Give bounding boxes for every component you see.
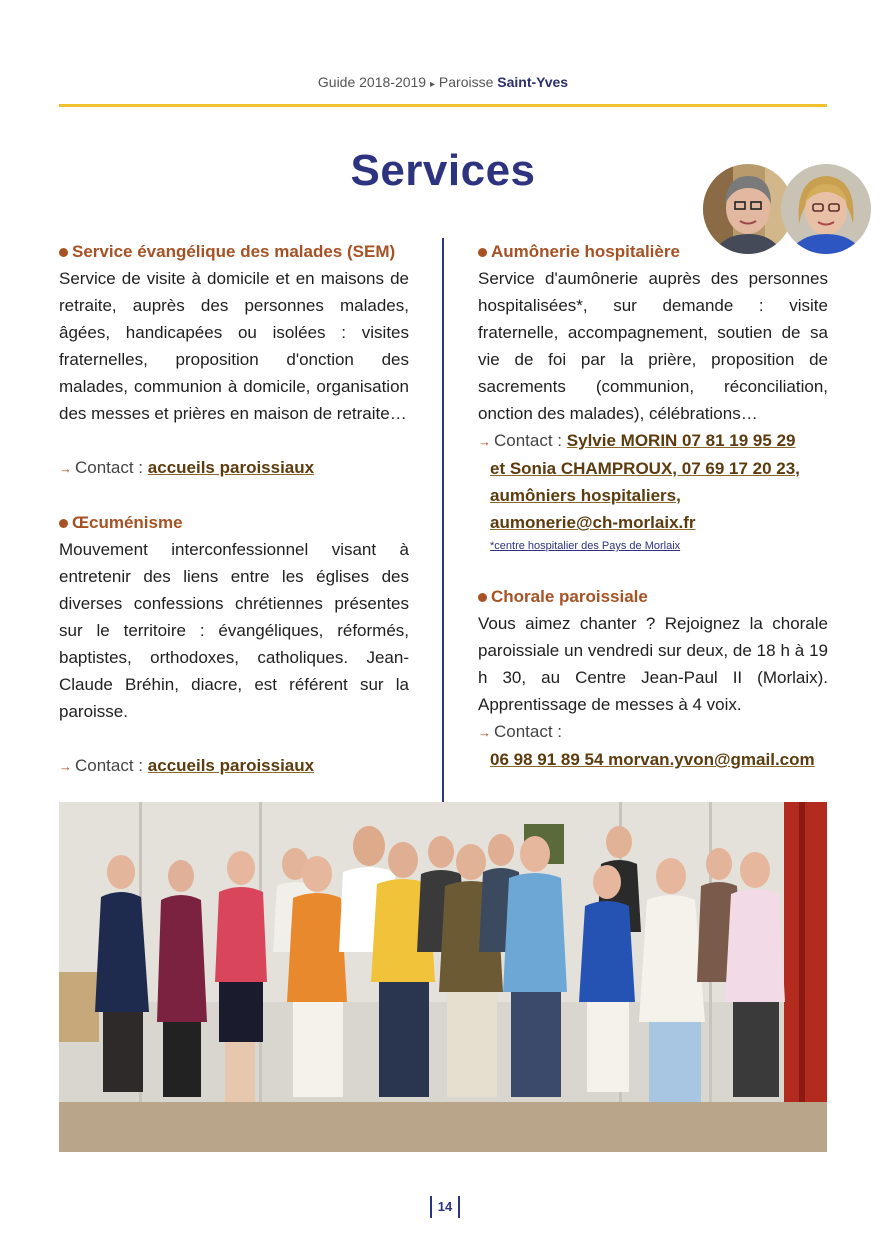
- oecumenisme-heading: [59, 509, 409, 536]
- aumonerie-title: Aumônerie hospitalière: [491, 242, 680, 261]
- chorale-contact-label: Contact :: [494, 722, 563, 741]
- group-photo: [59, 802, 827, 1152]
- chorale-body: Vous aimez chanter ? Rejoignez la chorale paroissiale un vendredi sur deux, de 18 h à 19 h 30, au Centre Jean-Paul II (Morlaix). Apprentissage de messes à 4 voix.: [478, 614, 828, 714]
- sem-contact-label: Contact :: [75, 458, 144, 477]
- sem-heading: [59, 238, 409, 265]
- running-header: [0, 74, 886, 90]
- page-number: 14: [430, 1196, 460, 1218]
- chorale-contact-link[interactable]: 06 98 91 89 54 morvan.yvon@gmail.com: [490, 750, 815, 769]
- header-rule: [59, 104, 827, 107]
- sem-contact: [59, 454, 409, 482]
- guide-label: Guide 2018-2019: [317, 74, 427, 90]
- arrow-right-icon: →: [478, 725, 491, 740]
- oecumenisme-body: Mouvement interconfessionnel visant à entretenir des liens entre les églises des diverses confessions chrétiennes présentes sur le territoire : évangéliques, réformés, baptistes, orthodoxes, catholiques. Jean-Claude Bréhin, diacre, est référent sur la paroisse.: [59, 540, 409, 721]
- aumonerie-contact: [478, 427, 828, 455]
- oecumenisme-contact: [59, 752, 409, 780]
- right-column: [478, 238, 828, 773]
- aumonerie-body: Service d'aumônerie auprès des personnes hospitalisées*, sur demande : visite fraternelle, accompagnement, soutien de sa vie de foi par la prière, proposition de sacrements (communion, réconciliation, onction des malades), célébrations…: [478, 269, 828, 423]
- bullet-dot-icon: [59, 248, 68, 257]
- parish-name: Saint-Yves: [497, 74, 569, 90]
- chorale-contact: [478, 718, 828, 746]
- aumonerie-contact-line1[interactable]: Sylvie MORIN 07 81 19 95 29: [566, 431, 796, 450]
- oecumenisme-contact-label: Contact :: [75, 756, 144, 775]
- sem-body: Service de visite à domicile et en maisons de retraite, auprès des personnes malades, âgées, handicapées ou isolées : visites fraternelles, proposition d'onction des malades, communion à domicile, organisation des messes et prières en maison de retraite…: [59, 269, 409, 423]
- page-title: Services: [350, 146, 536, 195]
- chorale-heading: [478, 583, 828, 610]
- column-divider: [442, 238, 444, 802]
- aumonerie-email-link[interactable]: aumonerie@ch-morlaix.fr: [490, 513, 696, 532]
- parish-prefix: Paroisse: [438, 74, 494, 90]
- bullet-dot-icon: [478, 593, 487, 602]
- aumonerie-heading: [478, 238, 828, 265]
- aumonerie-footnote: *centre hospitalier des Pays de Morlaix: [490, 540, 681, 552]
- arrow-right-icon: →: [59, 461, 72, 476]
- oecumenisme-title: Œcuménisme: [72, 513, 183, 532]
- aumonerie-contact-line3[interactable]: aumôniers hospitaliers,: [490, 486, 681, 505]
- sem-title: Service évangélique des malades (SEM): [72, 242, 396, 261]
- chorale-title: Chorale paroissiale: [491, 587, 648, 606]
- arrow-right-icon: →: [59, 759, 72, 774]
- oecumenisme-contact-link[interactable]: accueils paroissiaux: [147, 756, 315, 775]
- header-separator: ▸: [429, 79, 436, 90]
- arrow-right-icon: →: [478, 434, 491, 449]
- bullet-dot-icon: [478, 248, 487, 257]
- bullet-dot-icon: [59, 519, 68, 528]
- sem-contact-link[interactable]: accueils paroissiaux: [147, 458, 315, 477]
- aumonerie-contact-label: Contact :: [494, 431, 563, 450]
- left-column: [59, 238, 409, 780]
- aumonerie-contact-line2[interactable]: et Sonia CHAMPROUX, 07 69 17 20 23,: [490, 459, 800, 478]
